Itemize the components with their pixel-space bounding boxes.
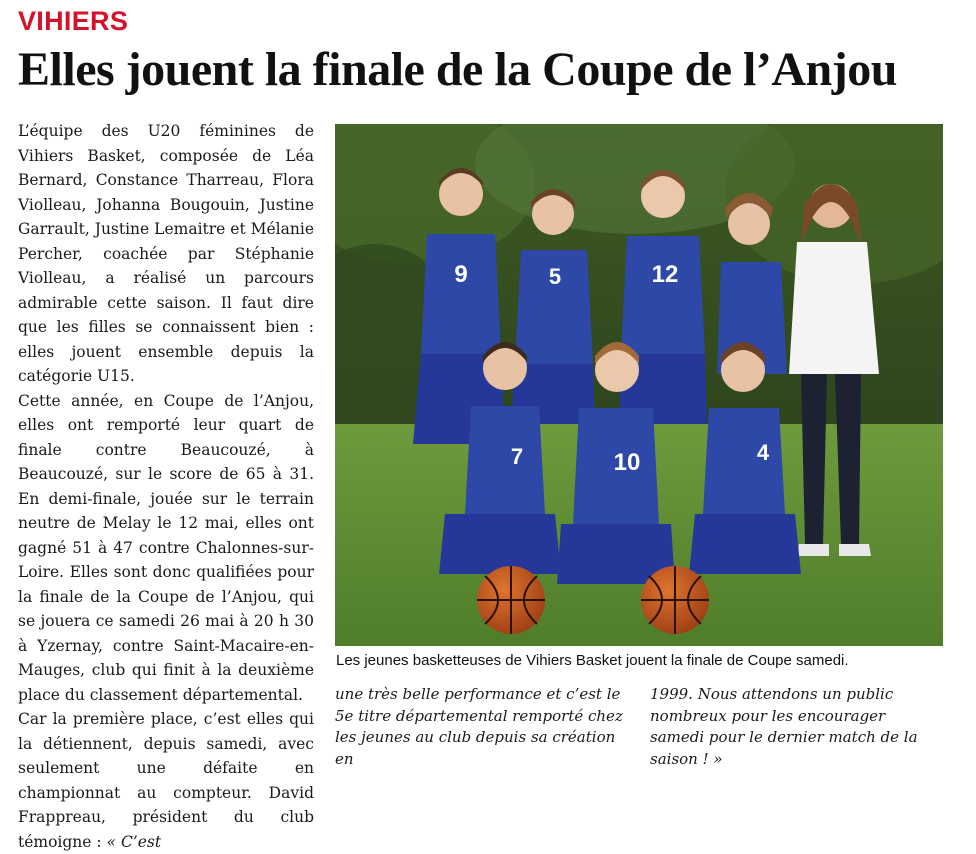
paragraph-intro: L’équipe des U20 féminines de Vihiers Basket, composée de Léa Bernard, Constance Tharreau, Flora Violleau, Johanna Bougouin, Justine Garrault, Justine Lemaitre et Mélanie Percher, coachée par Stéphanie Violleau, a réalisé un parcours admirable cette saison. Il faut dire que les filles se connaissent bien : elles jouent ensemble depuis la catégorie U15. [18, 122, 314, 385]
quote-start: « C’est [106, 832, 162, 851]
article-right-column [650, 684, 944, 770]
jersey-number-4: 4 [756, 440, 770, 465]
paragraph-championship-text: Car la première place, c’est elles qui la détiennent, depuis samedi, avec seulement une défaite en championnat au compteur. David Frappreau, président du club témoigne : [18, 710, 314, 851]
article-headline: Elles jouent la finale de la Coupe de l’Anjou [18, 43, 897, 96]
team-photo [335, 124, 943, 646]
article-kicker: VIHIERS [18, 6, 129, 36]
front-row [439, 342, 801, 584]
article-middle-column [335, 684, 631, 770]
paragraph-championship [18, 707, 314, 854]
jersey-number-7: 7 [510, 444, 524, 469]
photo-caption: Les jeunes basketteuses de Vihiers Basket jouent la finale de Coupe samedi. [336, 652, 849, 669]
quote-continuation: une très belle performance et c’est le 5e titre départemental remporté chez les jeunes au club depuis sa création en [335, 685, 623, 768]
jersey-number-10: 10 [613, 449, 641, 476]
jersey-number-5: 5 [548, 264, 562, 289]
article-left-column [18, 119, 314, 854]
jersey-number-12: 12 [651, 261, 679, 288]
paragraph-cup-results: Cette année, en Coupe de l’Anjou, elles ont remporté leur quart de finale contre Beaucouzé, à Beaucouzé, sur le score de 65 à 31. En demi-finale, jouée sur le terrain neutre de Melay le 12 mai, elles ont gagné 51 à 47 contre Chalonnes-sur-Loire. Elles sont donc qualifiées pour la finale de la Coupe de l’Anjou, qui se jouera ce samedi 26 mai à 20 h 30 à Yzernay, contre Saint-Macaire-en-Mauges, club qui finit à la deuxième place du classement départemental. [18, 391, 314, 704]
quote-end: 1999. Nous attendons un public nombreux pour les encourager samedi pour le dernier match de la saison ! » [650, 685, 918, 768]
jersey-number-9: 9 [454, 261, 468, 288]
